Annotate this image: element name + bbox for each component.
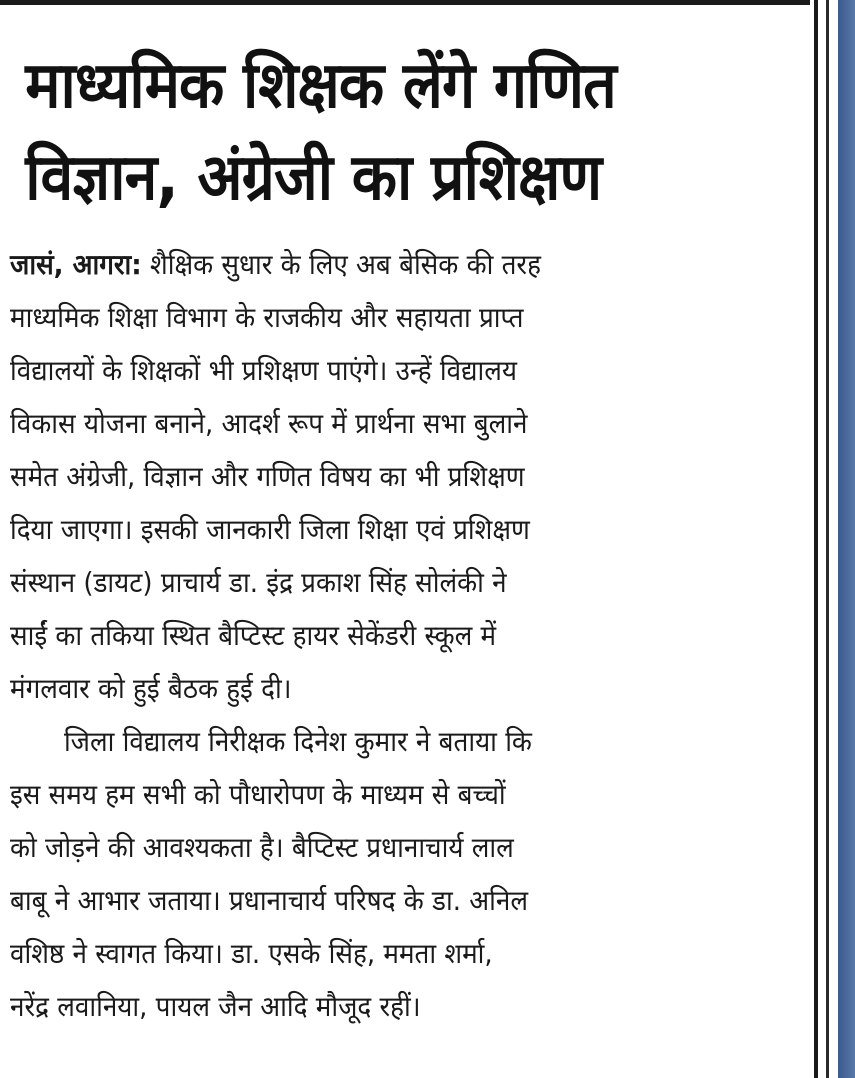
body-line-1 (10, 238, 749, 291)
body-line-2: माध्यमिक शिक्षा विभाग के राजकीय और सहायता प्राप्त (10, 301, 524, 334)
body-line-14: वशिष्ठ ने स्वागत किया। डा. एसके सिंह, ममता शर्मा, (10, 937, 493, 970)
column-divider (814, 0, 818, 1078)
body-line-13: बाबू ने आभार जताया। प्रधानाचार्य परिषद के डा. अनिल (10, 884, 529, 917)
body-line-5: समेत अंग्रेजी, विज्ञान और गणित विषय का भी प्रशिक्षण (10, 460, 525, 493)
body-line-1-text: शैक्षिक सुधार के लिए अब बेसिक की तरह (141, 248, 541, 281)
body-line-15: नरेंद्र लवानिया, पायल जैन आदि मौजूद रहीं। (10, 990, 421, 1023)
adjacent-column-rule (826, 0, 829, 1078)
article-body (10, 238, 805, 1033)
dateline: जासं, आगरा: (10, 248, 142, 281)
top-rule (0, 0, 810, 5)
body-line-11: इस समय हम सभी को पौधारोपण के माध्यम से बच्चों (10, 778, 506, 811)
body-line-6: दिया जाएगा। इसकी जानकारी जिला शिक्षा एवं प्रशिक्षण (10, 513, 530, 546)
body-line-9: मंगलवार को हुई बैठक हुई दी। (10, 672, 292, 705)
headline (10, 40, 773, 224)
adjacent-column-color-band (838, 0, 855, 1078)
body-line-10: जिला विद्यालय निरीक्षक दिनेश कुमार ने बताया कि (63, 725, 532, 758)
body-line-4: विकास योजना बनाने, आदर्श रूप में प्रार्थना सभा बुलाने (10, 407, 528, 440)
news-article (10, 40, 805, 1033)
headline-line-1: माध्यमिक शिक्षक लेंगे गणित (25, 49, 616, 123)
body-line-12: को जोड़ने की आवश्यकता है। बैप्टिस्ट प्रधानाचार्य लाल (10, 831, 514, 864)
body-line-8: साईं का तकिया स्थित बैप्टिस्ट हायर सेकेंडरी स्कूल में (10, 619, 497, 652)
headline-line-2: विज्ञान, अंग्रेजी का प्रशिक्षण (25, 141, 602, 215)
body-line-3: विद्यालयों के शिक्षकों भी प्रशिक्षण पाएंगे। उन्हें विद्यालय (10, 354, 517, 387)
body-line-7: संस्थान (डायट) प्राचार्य डा. इंद्र प्रकाश सिंह सोलंकी ने (10, 566, 507, 599)
